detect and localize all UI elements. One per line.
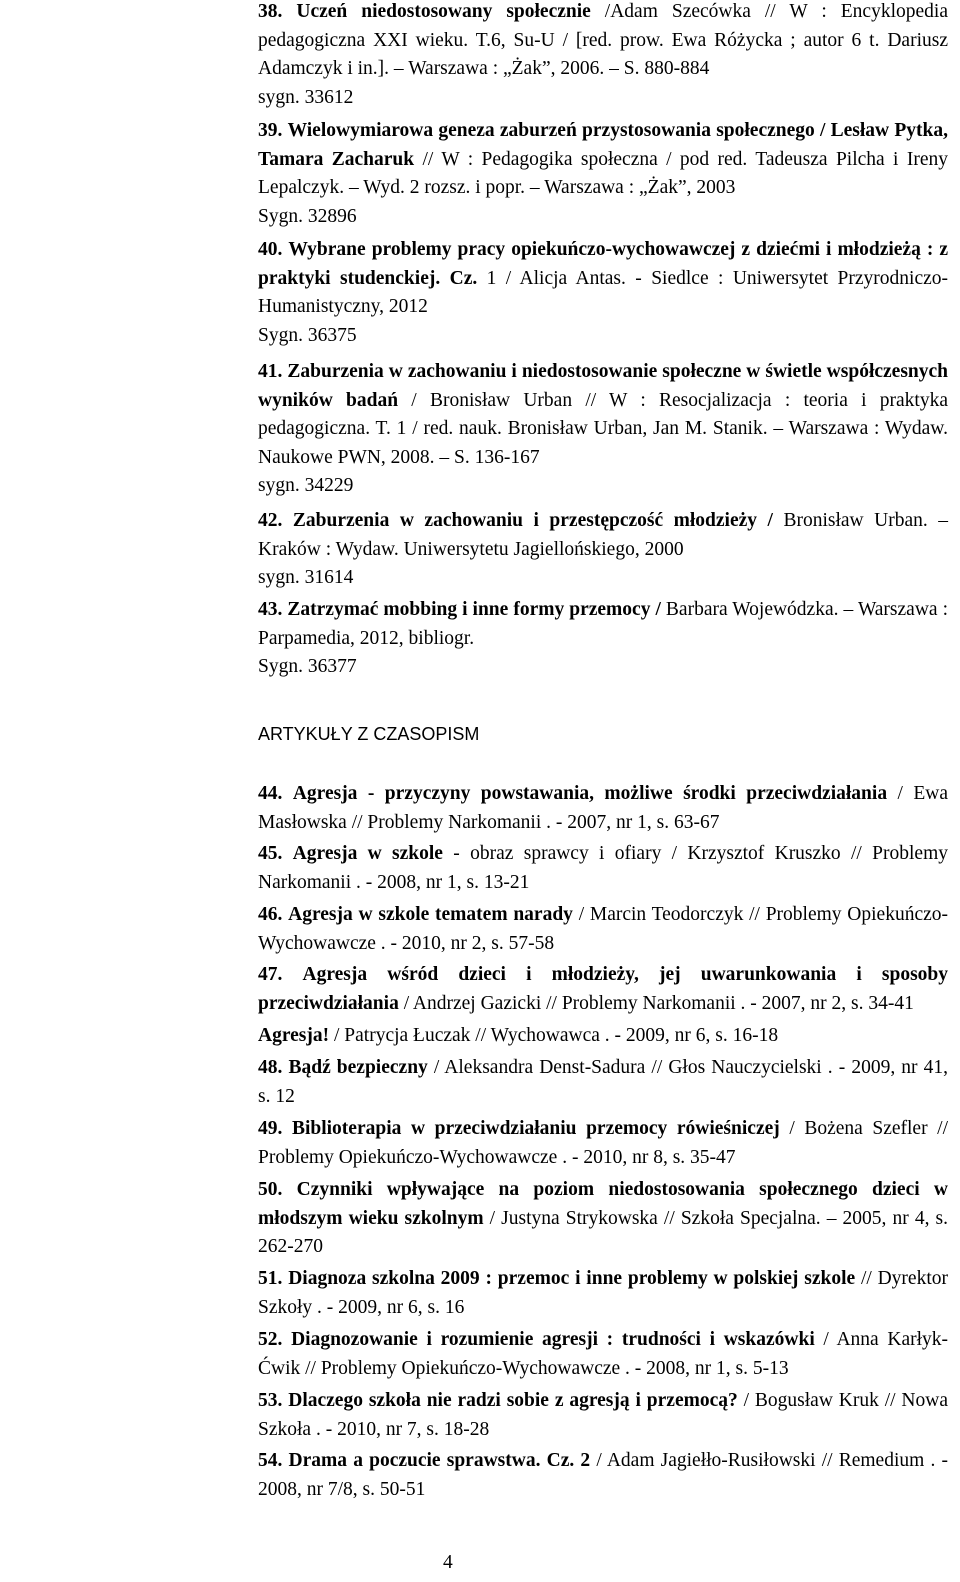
entry-title: Agresja! [258,1025,330,1046]
bib-entry-44 [258,780,948,837]
entry-title: Biblioterapia w przeciwdziałaniu przemocy rówieśniczej [291,1118,780,1139]
entry-details: - obraz sprawcy i ofiary / Krzysztof Kruszko // Problemy Narkomanii . - 2008, nr 1, s. 13-21 [258,843,948,893]
entry-number: 48. [258,1057,283,1078]
entry-title: Diagnoza szkolna 2009 : przemoc i inne problemy w polskiej szkole [288,1268,856,1289]
bib-entry-41 [258,358,948,501]
bib-entry-48 [258,1054,948,1111]
entry-number: 43. [258,599,283,620]
entry-details: /Adam Szecówka // W : Encyklopedia pedagogiczna XXI wieku. T.6, Su-U / [red. prow. Ewa Różycka ; autor 6 t. Dariusz Adamczyk i in.]. – Warszawa : „Żak”, 2006. – S. 880-884 [258,1,948,80]
entry-details: Bronisław Urban. – Kraków : Wydaw. Uniwersytetu Jagiellońskiego, 2000 [258,510,948,560]
bib-entry-53 [258,1387,948,1444]
bib-entry-51 [258,1265,948,1322]
entry-details: / Bogusław Kruk // Nowa Szkoła . - 2010, nr 7, s. 18-28 [258,1390,948,1440]
bib-entry-46 [258,901,948,958]
entry-number: 50. [258,1179,283,1200]
entry-title: Zatrzymać mobbing i inne formy przemocy / [287,599,661,620]
entry-number: 41. [258,361,283,382]
entry-title: Zaburzenia w zachowaniu i przestępczość młodzieży / [292,510,773,531]
entry-details: / Marcin Teodorczyk // Problemy Opiekuńczo-Wychowawcze . - 2010, nr 2, s. 57-58 [258,904,949,954]
entry-shelfmark: Sygn. 36377 [258,656,357,678]
entry-title: Agresja w szkole [292,843,443,864]
bib-entry-45 [258,840,948,897]
entry-number: 47. [258,964,283,985]
entry-details: / Andrzej Gazicki // Problemy Narkomanii . - 2007, nr 2, s. 34-41 [398,992,914,1014]
entry-number: 42. [258,510,283,531]
entry-number: 46. [258,904,283,925]
entry-number: 45. [258,843,283,864]
bib-entry-42 [258,507,948,593]
entry-details: Barbara Wojewódzka. – Warszawa : Parpamedia, 2012, bibliogr. [258,599,949,649]
bib-entry-49 [258,1115,948,1172]
entry-details: / Ewa Masłowska // Problemy Narkomanii . - 2007, nr 1, s. 63-67 [258,783,948,833]
entry-details: / Aleksandra Denst-Sadura // Głos Nauczycielski . - 2009, nr 41, s. 12 [258,1057,949,1107]
bib-entry-40 [258,236,948,350]
entry-title: Agresja wśród dzieci i młodzieży, jej uwarunkowania i sposoby przeciwdziałania [258,964,949,1014]
entry-title: Wielowymiarowa geneza zaburzeń przystosowania społecznego / Lesław Pytka, Tamara Zacharuk [258,120,948,170]
entry-details: / Justyna Strykowska // Szkoła Specjalna. – 2005, nr 4, s. 262-270 [258,1207,948,1258]
entry-details: / Patrycja Łuczak // Wychowawca . - 2009, nr 6, s. 16-18 [329,1025,779,1046]
bib-entry-52 [258,1326,948,1383]
entry-shelfmark: sygn. 34229 [258,475,354,497]
entry-number: 51. [258,1268,283,1289]
entry-number: 40. [258,239,283,260]
entry-number: 53. [258,1390,283,1411]
bib-entry-39 [258,117,948,231]
entry-shelfmark: sygn. 33612 [258,86,354,108]
entry-number: 38. [258,1,283,22]
entry-details: / Bożena Szefler // Problemy Opiekuńczo-Wychowawcze . - 2010, nr 8, s. 35-47 [258,1118,948,1168]
entry-number: 39. [258,120,283,141]
entry-details: / Anna Karłyk-Ćwik // Problemy Opiekuńczo-Wychowawcze . - 2008, nr 1, s. 5-13 [258,1329,949,1379]
entry-title: Zaburzenia w zachowaniu i niedostosowanie społeczne w świetle współczesnych wyników badań [258,361,949,411]
entry-details: / Bronisław Urban // W : Resocjalizacja : teoria i praktyka pedagogiczna. T. 1 / red. nauk. Bronisław Urban, Jan M. Stanik. – Warszawa : Wydaw. Naukowe PWN, 2008. – S. 136-167 [258,389,948,468]
section-heading: ARTYKUŁY Z CZASOPISM [258,724,480,744]
page-number: 4 [443,1552,453,1573]
entry-title: Czynniki wpływające na poziom niedostosowania społecznego dzieci w młodszym wieku szkolnym [258,1179,949,1229]
entry-details: / Adam Jagiełło-Rusiłowski // Remedium . - 2008, nr 7/8, s. 50-51 [258,1450,948,1500]
bib-entry-47 [258,961,948,1018]
entry-number: 54. [258,1450,283,1471]
entry-title: Bądź bezpieczny [288,1057,428,1078]
entry-shelfmark: Sygn. 36375 [258,324,357,346]
entry-details: 1 / Alicja Antas. - Siedlce : Uniwersytet Przyrodniczo-Humanistyczny, 2012 [258,267,948,318]
entry-title: Dlaczego szkoła nie radzi sobie z agresją i przemocą? [288,1390,738,1411]
bib-entry-agresja [258,1022,948,1051]
entry-title: Uczeń niedostosowany społecznie [296,1,591,22]
bib-entry-54 [258,1447,948,1504]
entry-title: Diagnozowanie i rozumienie agresji : trudności i wskazówki [291,1329,815,1350]
entry-shelfmark: Sygn. 32896 [258,205,357,227]
bib-entry-38 [258,0,948,112]
entry-title: Agresja w szkole tematem narady [288,904,573,925]
entry-title: Drama a poczucie sprawstwa. Cz. 2 [288,1450,591,1471]
bib-entry-50 [258,1176,948,1262]
entry-title: Wybrane problemy pracy opiekuńczo-wychowawczej z dziećmi i młodzieżą : z praktyki studenckiej. Cz. [258,239,949,289]
entry-number: 44. [258,783,283,804]
bib-entry-43 [258,596,948,682]
entry-details: // W : Pedagogika społeczna / pod red. Tadeusza Pilcha i Ireny Lepalczyk. – Wyd. 2 rozsz. i popr. – Warszawa : „Żak”, 2003 [258,148,948,199]
entry-shelfmark: sygn. 31614 [258,567,354,589]
entry-number: 52. [258,1329,283,1350]
entry-title: Agresja - przyczyny powstawania, możliwe środki przeciwdziałania [292,783,888,804]
entry-details: // Dyrektor Szkoły . - 2009, nr 6, s. 16 [258,1268,948,1318]
entry-number: 49. [258,1118,283,1139]
